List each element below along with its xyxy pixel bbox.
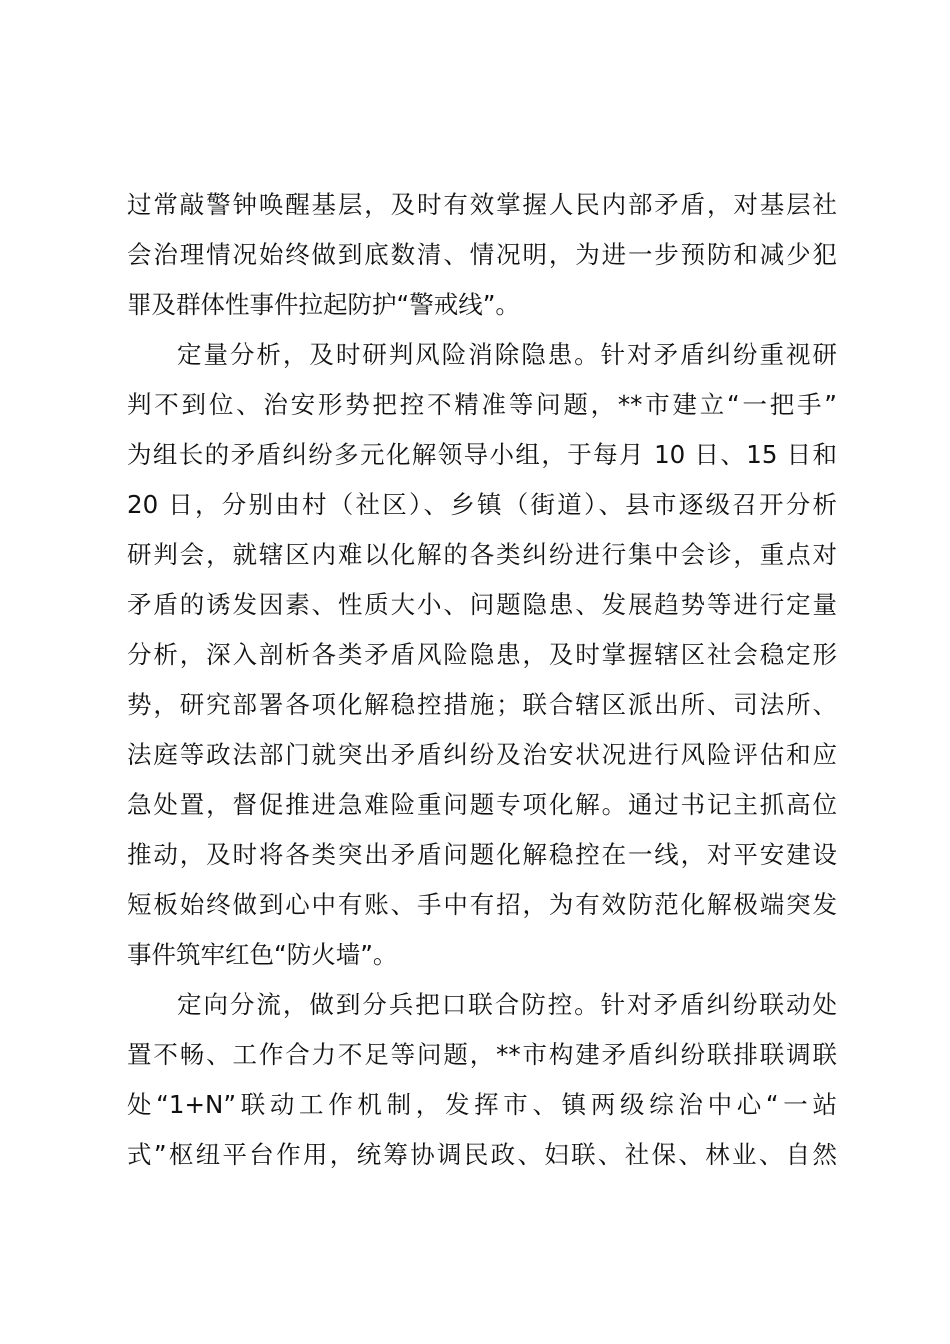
paragraph-line: 为组长的矛盾纠纷多元化解领导小组，于每月 10 日、15 日和 [127, 440, 837, 469]
paragraph-line: 定量分析，及时研判风险消除隐患。针对矛盾纠纷重视研 [177, 340, 837, 369]
paragraph-line: 式”枢纽平台作用，统筹协调民政、妇联、社保、林业、自然 [127, 1140, 837, 1169]
paragraph-line: 定向分流，做到分兵把口联合防控。针对矛盾纠纷联动处 [177, 990, 837, 1019]
paragraph-line: 事件筑牢红色“防火墙”。 [127, 940, 398, 969]
paragraph-line: 短板始终做到心中有账、手中有招，为有效防范化解极端突发 [127, 890, 837, 919]
paragraph-line: 处“1+N”联动工作机制，发挥市、镇两级综治中心“一站 [127, 1090, 837, 1119]
paragraph-line: 罪及群体性事件拉起防护“警戒线”。 [127, 290, 520, 319]
paragraph-line: 过常敲警钟唤醒基层，及时有效掌握人民内部矛盾，对基层社 [127, 190, 837, 219]
paragraph-line: 置不畅、工作合力不足等问题，**市构建矛盾纠纷联排联调联 [127, 1040, 837, 1069]
paragraph-line: 判不到位、治安形势把控不精准等问题，**市建立“一把手” [127, 390, 837, 419]
paragraph-line: 20 日，分别由村（社区）、乡镇（街道）、县市逐级召开分析 [127, 490, 837, 519]
paragraph-line: 会治理情况始终做到底数清、情况明，为进一步预防和减少犯 [127, 240, 837, 269]
paragraph-line: 研判会，就辖区内难以化解的各类纠纷进行集中会诊，重点对 [127, 540, 837, 569]
paragraph-line: 势，研究部署各项化解稳控措施；联合辖区派出所、司法所、 [127, 690, 837, 719]
paragraph-line: 矛盾的诱发因素、性质大小、问题隐患、发展趋势等进行定量 [127, 590, 837, 619]
paragraph-line: 法庭等政法部门就突出矛盾纠纷及治安状况进行风险评估和应 [127, 740, 837, 769]
paragraph-line: 急处置，督促推进急难险重问题专项化解。通过书记主抓高位 [127, 790, 837, 819]
paragraph-line: 分析，深入剖析各类矛盾风险隐患，及时掌握辖区社会稳定形 [127, 640, 837, 669]
paragraph-line: 推动，及时将各类突出矛盾问题化解稳控在一线，对平安建设 [127, 840, 837, 869]
